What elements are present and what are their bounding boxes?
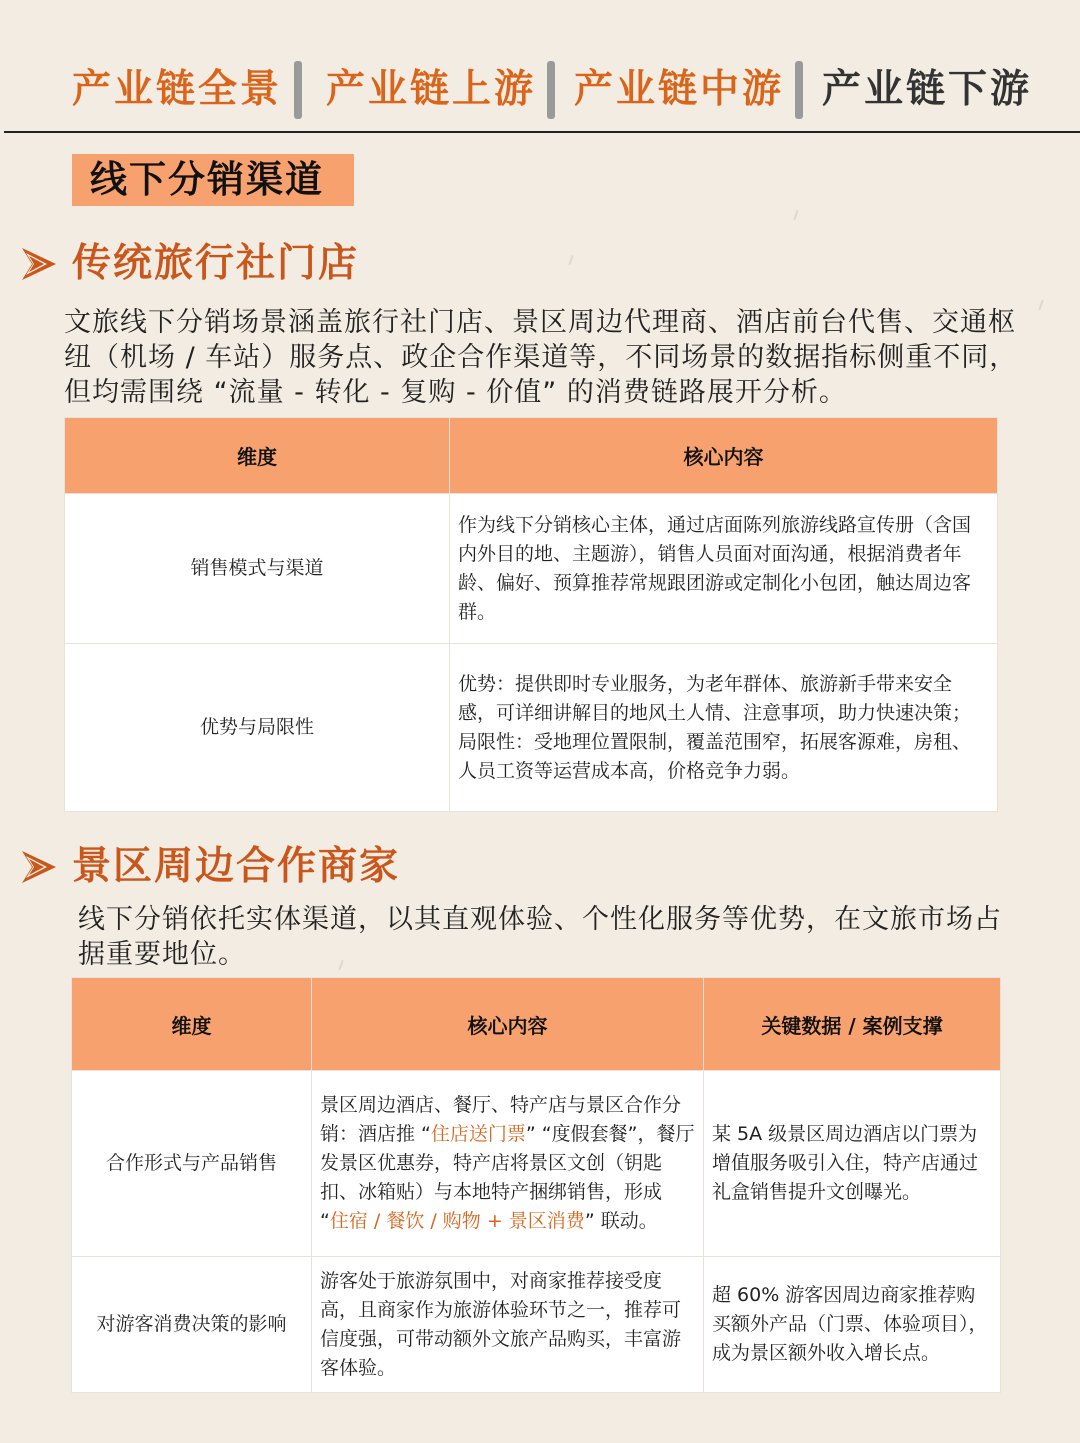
highlight-text: 住宿 / 餐饮 / 购物 + 景区消费	[329, 1210, 585, 1232]
tab-separator	[795, 61, 803, 119]
data-cell: 超 60% 游客因周边商家推荐购买额外产品（门票、体验项目），成为景区额外收入增长点。	[704, 1257, 1001, 1393]
section-badge	[72, 154, 354, 206]
column-header: 核心内容	[450, 418, 998, 494]
table-row	[72, 1257, 1001, 1393]
tab-downstream[interactable]: 产业链下游	[822, 67, 1033, 112]
paper-speck	[1038, 300, 1043, 310]
dimension-cell: 销售模式与渠道	[65, 494, 450, 644]
section-heading	[20, 845, 520, 895]
column-header: 关键数据 / 案例支撑	[704, 978, 1001, 1071]
table-row	[65, 494, 998, 644]
nav-divider	[4, 131, 1080, 133]
table-header-row	[65, 418, 998, 494]
chevron-right-icon	[20, 849, 58, 885]
data-cell: 某 5A 级景区周边酒店以门票为增值服务吸引入住，特产店通过礼盒销售提升文创曝光。	[704, 1071, 1001, 1257]
content-cell	[312, 1071, 704, 1257]
section-badge-label: 线下分销渠道	[90, 158, 324, 201]
section-intro: 文旅线下分销场景涵盖旅行社门店、景区周边代理商、酒店前台代售、交通枢纽（机场 / 车站）服务点、政企合作渠道等，不同场景的数据指标侧重不同，但均需围绕 “流量 - 转化 - 复购 - 价值” 的消费链路展开分析。	[64, 307, 1018, 408]
channel-table	[64, 417, 998, 812]
content-text: ” “度假套餐”，餐厅发景区优惠券，特产店将景区文创（钥匙扣、冰箱贴）与本地特产捆绑销售，形成 “	[320, 1123, 695, 1232]
section-intro: 线下分销依托实体渠道，以其直观体验、个性化服务等优势，在文旅市场占据重要地位。	[78, 904, 1002, 970]
content-cell: 游客处于旅游氛围中，对商家推荐接受度高，且商家作为旅游体验环节之一，推荐可信度强，可带动额外文旅产品购买，丰富游客体验。	[312, 1257, 704, 1393]
chevron-right-icon	[20, 246, 58, 282]
partner-table	[71, 977, 1001, 1393]
tab-separator	[547, 61, 555, 119]
tab-panorama[interactable]: 产业链全景	[72, 67, 283, 112]
tab-separator	[294, 61, 302, 119]
table-header-row	[72, 978, 1001, 1071]
column-header: 维度	[72, 978, 312, 1071]
table-row	[72, 1071, 1001, 1257]
table-row	[65, 644, 998, 812]
dimension-cell: 合作形式与产品销售	[72, 1071, 312, 1257]
paper-speck	[793, 210, 798, 220]
highlight-text: 住店送门票	[430, 1123, 526, 1145]
section-title: 景区周边合作商家	[72, 844, 401, 889]
column-header: 核心内容	[312, 978, 704, 1071]
content-cell: 优势：提供即时专业服务，为老年群体、旅游新手带来安全感，可详细讲解目的地风土人情、注意事项，助力快速决策； 局限性：受地理位置限制，覆盖范围窄，拓展客源难，房租、人员工资等运营成本高，价格竞争力弱。	[450, 644, 998, 812]
content-cell: 作为线下分销核心主体，通过店面陈列旅游线路宣传册（含国内外目的地、主题游），销售人员面对面沟通，根据消费者年龄、偏好、预算推荐常规跟团游或定制化小包团，触达周边客群。	[450, 494, 998, 644]
tab-midstream[interactable]: 产业链中游	[574, 67, 785, 112]
tab-upstream[interactable]: 产业链上游	[326, 67, 537, 112]
section-heading	[20, 242, 520, 292]
section-title: 传统旅行社门店	[72, 241, 360, 286]
paper-speck	[568, 255, 573, 265]
column-header: 维度	[65, 418, 450, 494]
dimension-cell: 优势与局限性	[65, 644, 450, 812]
content-text: ” 联动。	[584, 1210, 658, 1232]
dimension-cell: 对游客消费决策的影响	[72, 1257, 312, 1393]
content-text: 景区周边酒店、餐厅、特产店与景区合作分销：酒店推 “	[320, 1094, 682, 1145]
industry-chain-nav	[0, 55, 1080, 125]
